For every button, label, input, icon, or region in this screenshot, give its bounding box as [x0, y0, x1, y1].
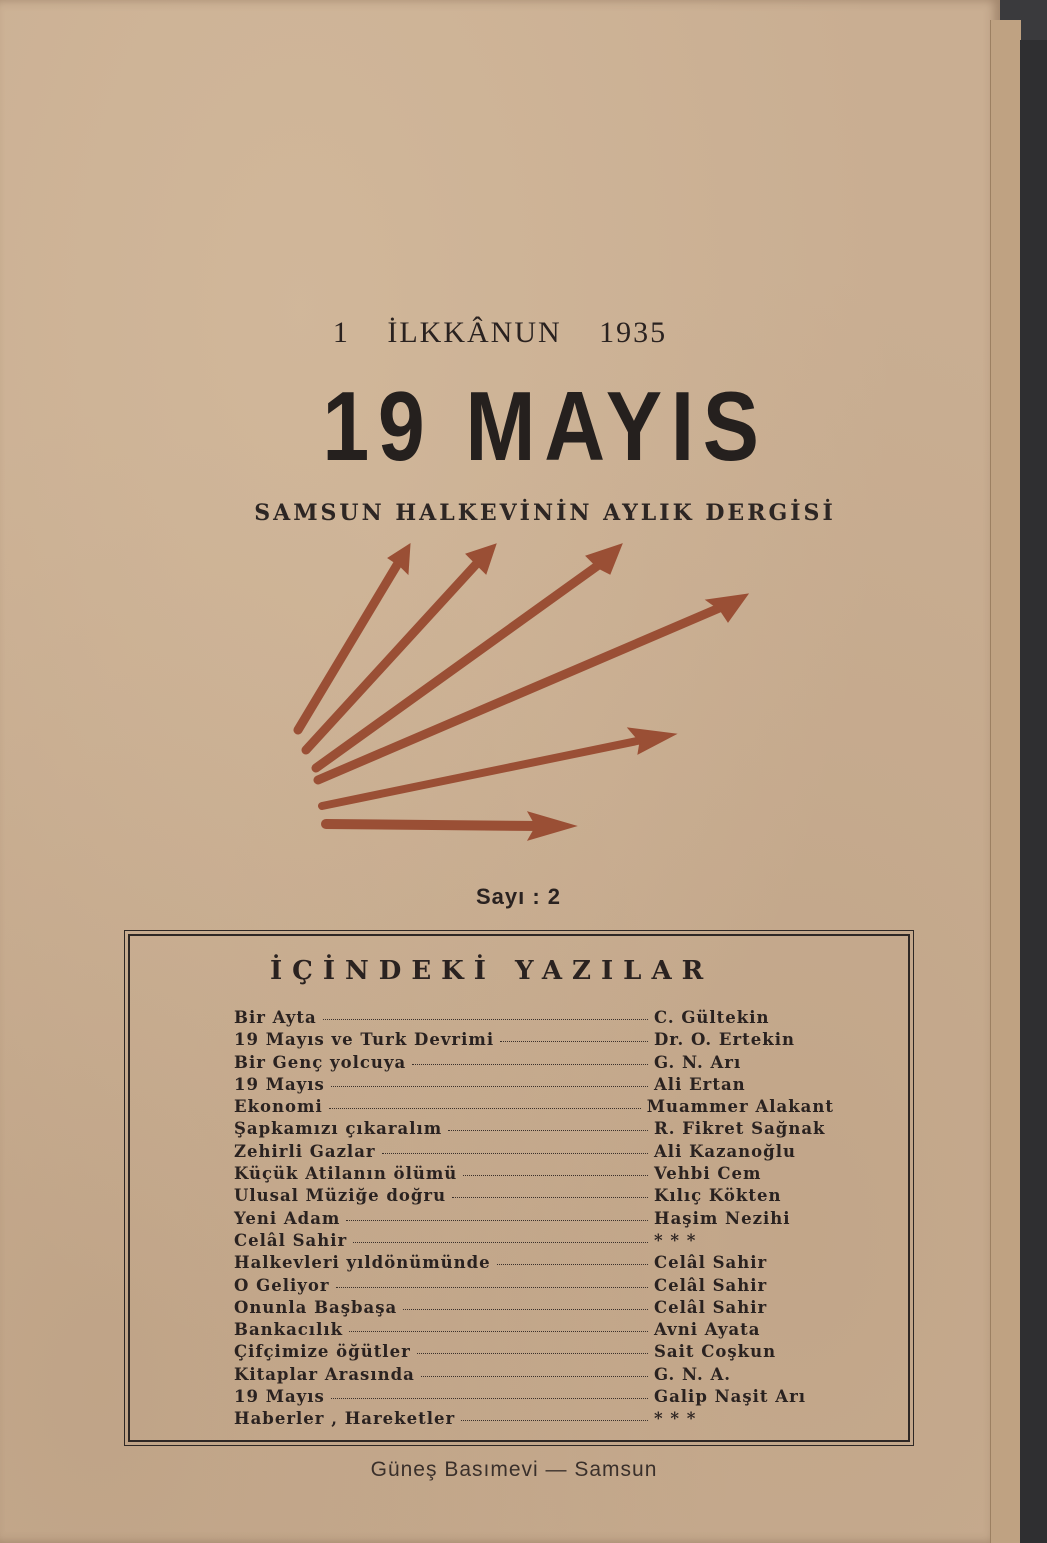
article-author: Celâl Sahir — [654, 1297, 768, 1317]
dot-leader — [417, 1352, 648, 1354]
article-author: Sait Coşkun — [654, 1342, 777, 1362]
magazine-title: 19 MAYIS — [322, 371, 768, 481]
list-item — [234, 1053, 834, 1075]
article-title: O Geliyor — [234, 1275, 330, 1295]
printer-imprint: Güneş Basımevi — Samsun — [370, 1458, 658, 1481]
list-item — [234, 1097, 834, 1119]
dot-leader — [331, 1397, 648, 1399]
list-item — [234, 1342, 834, 1364]
date-month: İLKKÂNUN — [387, 316, 562, 349]
article-author: Kılıç Kökten — [654, 1186, 782, 1206]
date-day: 1 — [332, 316, 350, 349]
article-title: Bankacılık — [234, 1320, 344, 1340]
list-item — [234, 1142, 834, 1164]
article-title: Çifçimize öğütler — [234, 1342, 411, 1362]
binding-edge — [1020, 40, 1047, 1543]
list-item — [234, 1320, 834, 1342]
six-arrows-emblem-icon — [260, 530, 780, 850]
dot-leader — [336, 1286, 648, 1288]
article-author: Celâl Sahir — [654, 1275, 768, 1295]
list-item — [234, 1409, 834, 1431]
list-item — [234, 1119, 834, 1141]
article-title: Şapkamızı çıkaralım — [234, 1119, 443, 1139]
arrow-shaft — [316, 564, 600, 768]
list-item — [234, 1253, 834, 1275]
article-title: Ekonomi — [234, 1097, 323, 1117]
dot-leader — [421, 1375, 648, 1377]
article-author: Ali Ertan — [654, 1074, 746, 1094]
article-author: Celâl Sahir — [654, 1253, 768, 1273]
list-item — [234, 1186, 834, 1208]
article-author: Avni Ayata — [654, 1320, 761, 1340]
article-title: Ulusal Müziğe doğru — [234, 1186, 447, 1206]
dot-leader — [497, 1263, 648, 1265]
article-author: * * * — [654, 1230, 697, 1250]
dot-leader — [461, 1419, 648, 1421]
article-author: Haşim Nezihi — [654, 1208, 791, 1228]
arrow-shaft — [322, 740, 642, 806]
contents-list — [234, 1008, 834, 1432]
dot-leader — [346, 1219, 648, 1221]
dot-leader — [349, 1330, 648, 1332]
dot-leader — [412, 1063, 648, 1065]
article-title: Bir Genç yolcuya — [234, 1052, 407, 1072]
contents-heading: İÇİNDEKİ YAZILAR — [270, 956, 714, 986]
article-author: Ali Kazanoğlu — [654, 1141, 796, 1161]
dot-leader — [323, 1018, 648, 1020]
article-title: 19 Mayıs ve Turk Devrimi — [234, 1030, 495, 1050]
dot-leader — [382, 1152, 648, 1154]
arrow-shaft — [326, 824, 540, 826]
article-title: Halkevleri yıldönümünde — [234, 1253, 491, 1273]
page-edge — [990, 20, 1021, 1543]
list-item — [234, 1298, 834, 1320]
article-author: G. N. Arı — [654, 1052, 742, 1072]
article-author: G. N. A. — [654, 1364, 732, 1384]
article-title: Küçük Atilanın ölümü — [234, 1164, 458, 1184]
article-title: Bir Ayta — [234, 1008, 317, 1027]
issue-number: Sayı : 2 — [476, 884, 562, 909]
issue-date — [0, 316, 1000, 350]
dot-leader — [329, 1107, 641, 1109]
article-title: 19 Mayıs — [234, 1074, 325, 1094]
article-title: Haberler , Hareketler — [234, 1409, 456, 1429]
article-author: Muammer Alakant — [646, 1097, 834, 1117]
article-title: Onunla Başbaşa — [234, 1297, 398, 1317]
dot-leader — [448, 1129, 648, 1131]
date-year: 1935 — [599, 316, 668, 349]
list-item — [234, 1209, 834, 1231]
list-item — [234, 1030, 834, 1052]
article-author: C. Gültekin — [654, 1008, 770, 1027]
article-author: * * * — [654, 1409, 697, 1429]
list-item — [234, 1276, 834, 1298]
dot-leader — [331, 1085, 648, 1087]
list-item — [234, 1164, 834, 1186]
article-author: Vehbi Cem — [654, 1164, 762, 1184]
article-author: Dr. O. Ertekin — [654, 1030, 795, 1050]
article-title: Celâl Sahir — [234, 1230, 348, 1250]
article-title: 19 Mayıs — [234, 1387, 325, 1407]
article-title: Zehirli Gazlar — [234, 1141, 376, 1161]
list-item — [234, 1387, 834, 1409]
dot-leader — [353, 1241, 648, 1243]
article-title: Kitaplar Arasında — [234, 1364, 415, 1384]
dot-leader — [500, 1040, 648, 1042]
article-author: Galip Naşit Arı — [654, 1387, 807, 1407]
arrow-shaft — [318, 606, 724, 780]
list-item — [234, 1231, 834, 1253]
article-author: R. Fikret Sağnak — [654, 1119, 826, 1139]
list-item — [234, 1008, 834, 1030]
list-item — [234, 1075, 834, 1097]
list-item — [234, 1365, 834, 1387]
article-title: Yeni Adam — [234, 1208, 341, 1228]
magazine-subtitle: SAMSUN HALKEVİNİN AYLIK DERGİSİ — [254, 500, 836, 526]
dot-leader — [463, 1174, 648, 1176]
dot-leader — [452, 1196, 648, 1198]
dot-leader — [403, 1308, 648, 1310]
